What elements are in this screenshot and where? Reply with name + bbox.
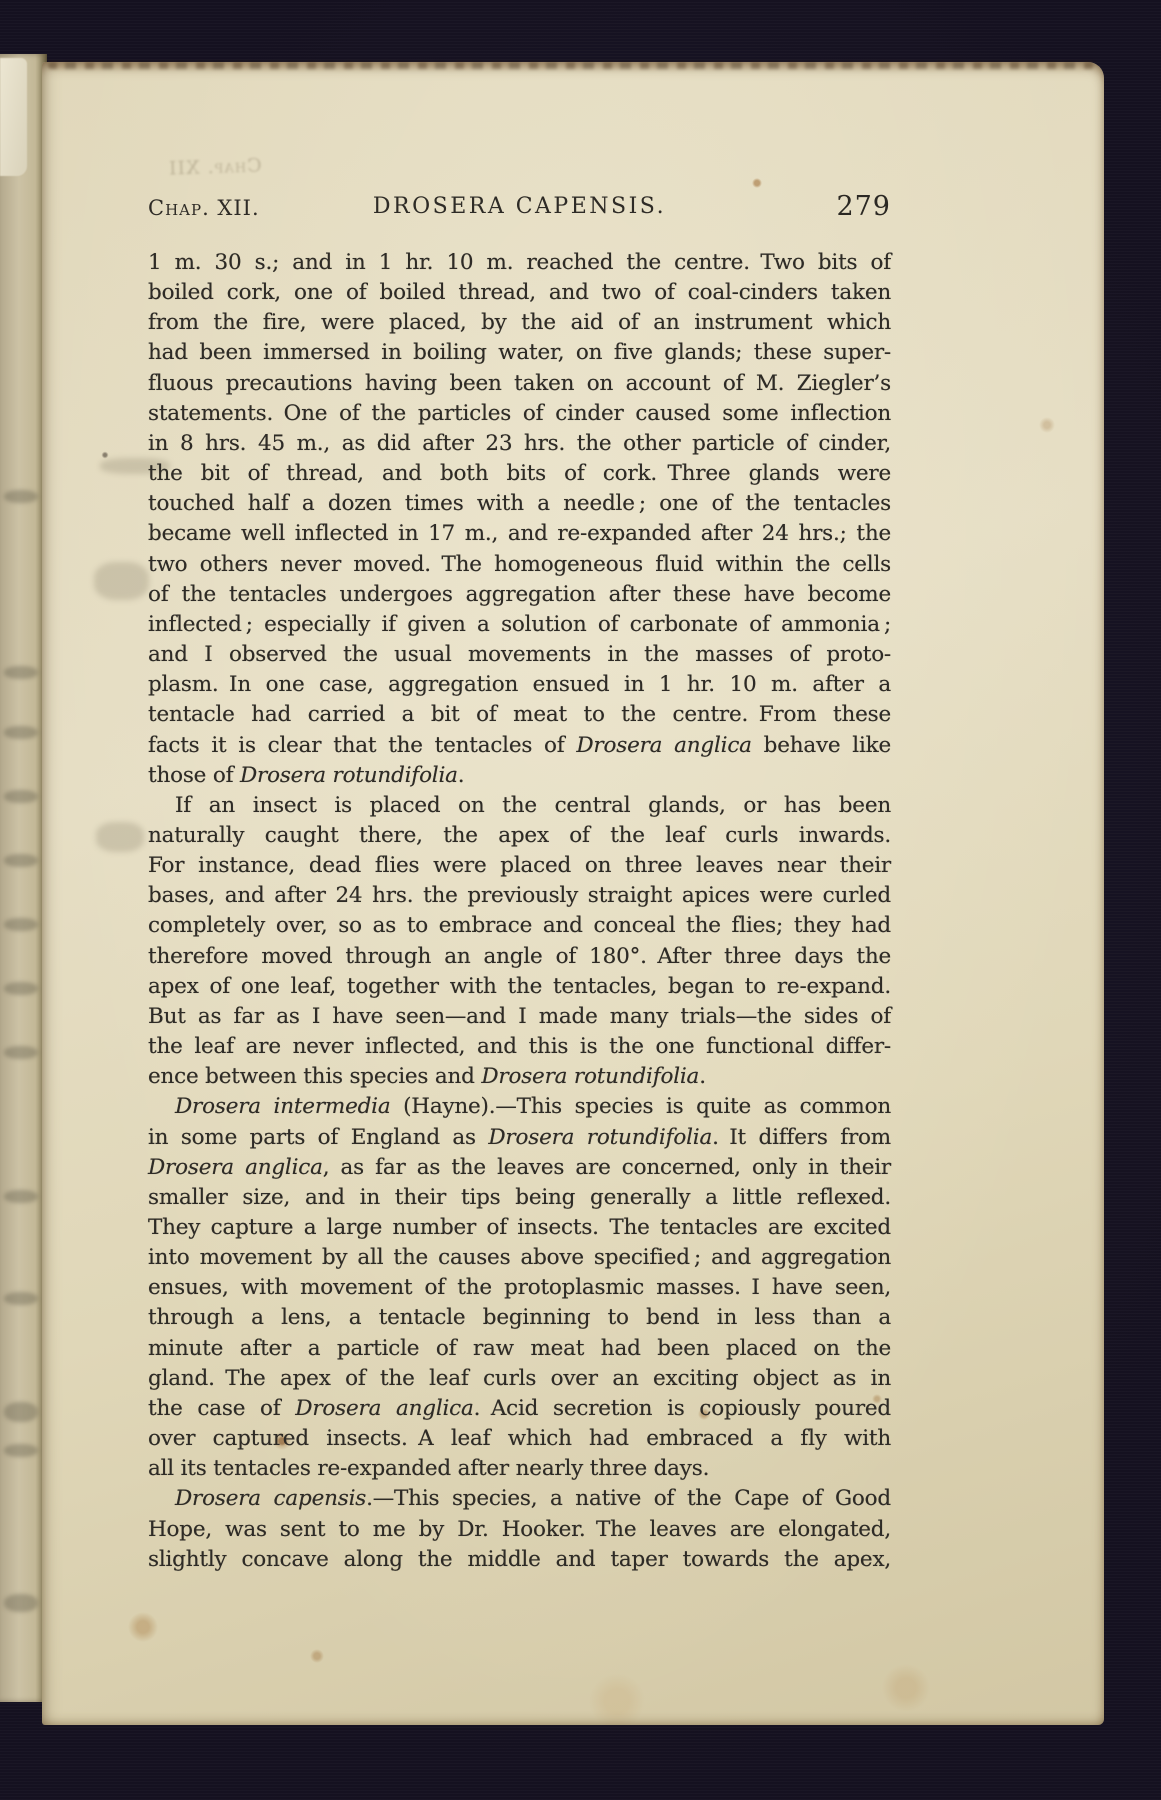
text-line: [148, 1273, 891, 1303]
show-through-smudge: [4, 918, 38, 931]
text-line: [148, 519, 891, 549]
text-line: [148, 670, 891, 700]
deckle-edge: [48, 62, 1094, 69]
text-segment: those of: [148, 762, 240, 788]
text-line: [148, 1334, 891, 1364]
show-through-smudge: [4, 1594, 38, 1612]
show-through-smudge: [4, 1046, 38, 1059]
text-line: [148, 580, 891, 610]
text-segment: minute after a particle of raw meat had been placed on the: [148, 1335, 891, 1361]
text-segment: two others never moved. The homogeneous fluid within the cells: [148, 551, 891, 577]
text-segment: tentacle had carried a bit of meat to the centre. From these: [148, 702, 891, 728]
text-line: [148, 1364, 891, 1394]
text-line: [148, 942, 891, 972]
text-line: [148, 248, 891, 278]
text-segment: . It differs from: [712, 1124, 891, 1150]
previous-page-edge: [0, 54, 47, 1702]
text-segment: in 8 hrs. 45 m., as did after 23 hrs. the other particle of cinder,: [148, 430, 891, 456]
text-segment: became well inflected in 17 m., and re-expanded after 24 hrs.; the: [148, 521, 891, 547]
text-segment: ensues, with movement of the protoplasmic masses. I have seen,: [148, 1275, 891, 1301]
text-segment: .: [457, 762, 465, 788]
text-line: [148, 1424, 891, 1454]
text-line: [148, 821, 891, 851]
book-page: [42, 62, 1104, 1725]
species-name-italic: Drosera intermedia: [175, 1094, 391, 1120]
text-line: [148, 972, 891, 1002]
text-line: [148, 610, 891, 640]
text-segment: Hope, was sent to me by Dr. Hooker. The leaves are elongated,: [148, 1516, 891, 1542]
chapter-label: Chap. XII.: [148, 196, 260, 220]
running-title: DROSERA CAPENSIS.: [372, 194, 667, 219]
text-segment: . Acid secretion is copiously poured: [473, 1395, 891, 1421]
text-segment: .: [699, 1064, 706, 1090]
text-segment: through a lens, a tentacle beginning to bend in less than a: [148, 1305, 891, 1331]
species-name-italic: Drosera anglica: [576, 732, 752, 758]
text-line: [148, 731, 891, 761]
text-segment: If an insect is placed on the central glands, or has been: [175, 792, 891, 818]
species-name-italic: Drosera rotundifolia: [488, 1124, 713, 1150]
text-line: [148, 1002, 891, 1032]
page-corner-highlight: [0, 58, 27, 176]
text-segment: , as far as the leaves are concerned, only in their: [322, 1154, 892, 1180]
text-segment: apex of one leaf, together with the tentacles, began to re-expand.: [148, 973, 891, 999]
text-segment: completely over, so as to embrace and conceal the flies; they had: [148, 913, 891, 939]
text-line: [148, 1183, 891, 1213]
text-line: [148, 1515, 891, 1545]
text-segment: the case of: [148, 1395, 296, 1421]
text-segment: of the tentacles undergoes aggregation after these have become: [148, 581, 891, 607]
text-line: [148, 1394, 891, 1424]
text-segment: all its tentacles re-expanded after nearly three days.: [148, 1456, 710, 1482]
text-line: [148, 308, 891, 338]
text-line: [148, 1213, 891, 1243]
text-segment: (Hayne).—This species is quite as common: [390, 1094, 892, 1120]
text-line: [148, 338, 891, 368]
text-line: [148, 429, 891, 459]
text-segment: boiled cork, one of boiled thread, and two of coal-cinders taken: [148, 280, 891, 306]
text-block: [148, 248, 891, 1575]
text-segment: bases, and after 24 hrs. the previously straight apices were curled: [148, 883, 891, 909]
show-through-smudge: [96, 822, 144, 852]
text-segment: .—This species, a native of the Cape of Good: [366, 1486, 891, 1512]
show-through-smudge: [4, 666, 38, 679]
text-segment: gland. The apex of the leaf curls over an exciting object as in: [148, 1365, 891, 1391]
show-through-smudge: [4, 790, 38, 803]
species-name-italic: Drosera anglica: [148, 1154, 323, 1180]
text-line: [148, 1484, 891, 1514]
text-segment: smaller size, and in their tips being generally a little reflexed.: [148, 1184, 891, 1210]
text-segment: into movement by all the causes above specified ; and aggregation: [148, 1245, 891, 1271]
text-segment: therefore moved through an angle of 180°. After three days the: [148, 943, 891, 969]
text-line: [148, 369, 891, 399]
text-line: [148, 1303, 891, 1333]
text-segment: and I observed the usual movements in the masses of proto-: [148, 642, 891, 668]
text-line: [148, 1032, 891, 1062]
species-name-italic: Drosera anglica: [295, 1395, 474, 1421]
text-line: [148, 700, 891, 730]
text-segment: from the fire, were placed, by the aid of an instrument which: [148, 310, 891, 336]
page-number: 279: [836, 191, 891, 222]
text-line: [148, 761, 891, 791]
text-line: [148, 459, 891, 489]
text-line: [148, 851, 891, 881]
text-segment: the leaf are never inflected, and this is the one functional differ-: [148, 1034, 891, 1060]
text-line: [148, 489, 891, 519]
show-through-smudge: [4, 1444, 38, 1457]
text-segment: facts it is clear that the tentacles of: [148, 732, 577, 758]
text-segment: But as far as I have seen—and I made many trials—the sides of: [148, 1003, 891, 1029]
show-through-ghost-header: Chap. XII: [167, 154, 262, 180]
text-segment: had been immersed in boiling water, on five glands; these super-: [148, 340, 891, 366]
text-segment: over captured insects. A leaf which had embraced a fly with: [148, 1426, 891, 1452]
text-line: [148, 1454, 891, 1484]
text-line: [148, 1092, 891, 1122]
text-segment: ence between this species and: [148, 1064, 482, 1090]
show-through-smudge: [94, 562, 149, 600]
text-line: [148, 1062, 891, 1092]
text-line: [148, 550, 891, 580]
text-segment: in some parts of England as: [148, 1124, 489, 1150]
text-line: [148, 1123, 891, 1153]
text-line: [148, 640, 891, 670]
text-segment: plasm. In one case, aggregation ensued in 1 hr. 10 m. after a: [148, 672, 891, 698]
page-header: [148, 186, 891, 222]
species-name-italic: Drosera rotundifolia: [239, 762, 458, 788]
text-line: [148, 791, 891, 821]
text-segment: For instance, dead flies were placed on three leaves near their: [148, 853, 891, 879]
text-segment: 1 m. 30 s.; and in 1 hr. 10 m. reached the centre. Two bits of: [148, 250, 891, 275]
text-line: [148, 1153, 891, 1183]
text-segment: They capture a large number of insects. The tentacles are excited: [148, 1215, 891, 1240]
text-segment: statements. One of the particles of cinder caused some inflection: [148, 400, 891, 426]
text-line: [148, 1545, 891, 1575]
show-through-smudge: [4, 726, 38, 739]
text-segment: slightly concave along the middle and taper towards the apex,: [148, 1546, 891, 1572]
show-through-smudge: [4, 1402, 38, 1422]
text-line: [148, 911, 891, 941]
text-segment: naturally caught there, the apex of the leaf curls inwards.: [148, 822, 891, 848]
text-segment: the bit of thread, and both bits of cork. Three glands were: [148, 461, 891, 487]
species-name-italic: Drosera capensis: [175, 1486, 367, 1512]
show-through-smudge: [4, 982, 38, 995]
text-line: [148, 278, 891, 308]
text-line: [148, 399, 891, 429]
species-name-italic: Drosera rotundifolia: [481, 1064, 700, 1090]
text-segment: behave like: [751, 732, 892, 758]
text-segment: touched half a dozen times with a needle ; one of the tentacles: [148, 491, 891, 517]
text-segment: inflected ; especially if given a solution of carbonate of ammonia ;: [148, 611, 891, 637]
show-through-smudge: [4, 1190, 38, 1203]
text-line: [148, 881, 891, 911]
text-segment: fluous precautions having been taken on account of M. Ziegler’s: [148, 370, 891, 396]
text-line: [148, 1243, 891, 1273]
show-through-smudge: [4, 490, 38, 503]
show-through-smudge: [4, 1292, 38, 1305]
show-through-smudge: [4, 854, 38, 867]
